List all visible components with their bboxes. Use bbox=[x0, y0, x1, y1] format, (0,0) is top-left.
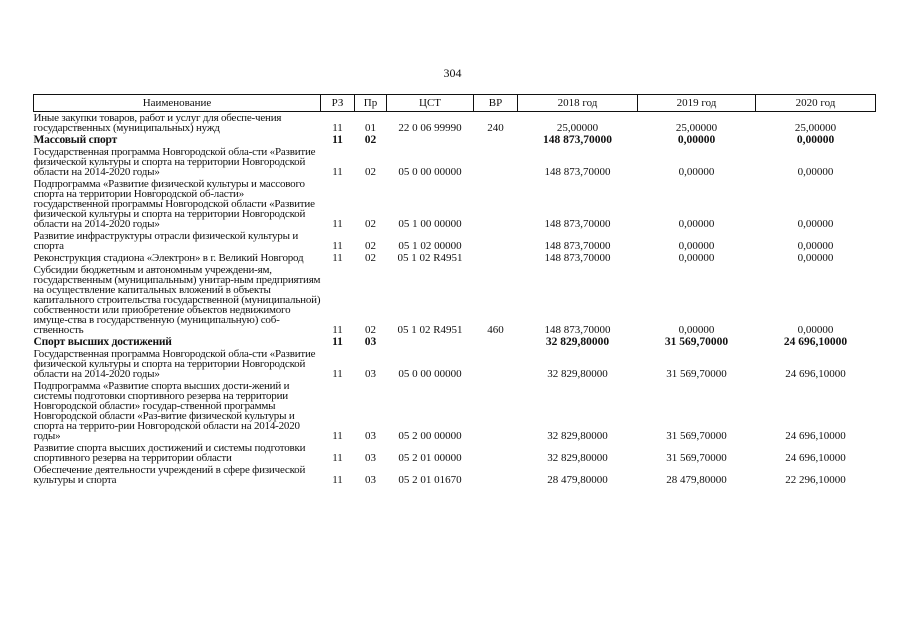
cell-pr: 03 bbox=[365, 430, 376, 442]
cell-2020: 0,00000 bbox=[797, 166, 834, 178]
cell-name: Развитие инфраструктуры отрасли физической культуры и спорта bbox=[33, 230, 299, 252]
cell-cst: 05 1 02 00000 bbox=[398, 240, 462, 252]
cell-2020: 24 696,10000 bbox=[785, 368, 846, 380]
table-row bbox=[34, 230, 876, 252]
cell-2018: 148 873,70000 bbox=[544, 166, 611, 178]
cell-2019: 0,00000 bbox=[678, 252, 715, 264]
cell-vr bbox=[474, 230, 518, 252]
cell-rz: 11 bbox=[332, 324, 343, 336]
cell-pr: 03 bbox=[365, 474, 376, 486]
cell-rz: 11 bbox=[332, 368, 343, 380]
cell-pr: 02 bbox=[365, 240, 376, 252]
cell-2018: 32 829,80000 bbox=[547, 452, 608, 464]
cell-rz: 11 bbox=[332, 240, 343, 252]
cell-rz: 11 bbox=[332, 452, 343, 464]
cell-2020: 25,00000 bbox=[794, 122, 837, 134]
cell-2018: 32 829,80000 bbox=[547, 368, 608, 380]
cell-2019: 0,00000 bbox=[678, 218, 715, 230]
cell-vr: 460 bbox=[487, 324, 504, 336]
column-header-name: Наименование bbox=[34, 95, 321, 112]
cell-vr bbox=[474, 252, 518, 264]
table-row bbox=[34, 380, 876, 442]
cell-vr bbox=[474, 178, 518, 230]
cell-cst: 05 1 02 R4951 bbox=[397, 252, 463, 264]
table-row bbox=[34, 336, 876, 348]
cell-2018: 148 873,70000 bbox=[544, 252, 611, 264]
cell-2020: 0,00000 bbox=[797, 324, 834, 336]
cell-cst bbox=[387, 134, 474, 146]
table-row bbox=[34, 442, 876, 464]
cell-2019: 28 479,80000 bbox=[666, 474, 727, 486]
cell-2020: 22 296,10000 bbox=[785, 474, 846, 486]
cell-2019: 31 569,70000 bbox=[664, 336, 729, 348]
cell-pr: 02 bbox=[365, 218, 376, 230]
cell-vr bbox=[474, 380, 518, 442]
cell-rz: 11 bbox=[332, 474, 343, 486]
cell-name: Государственная программа Новгородской обла-сти «Развитие физической культуры и спорта на территории Новгородской области на 2014-2020 годы» bbox=[33, 348, 316, 380]
cell-name: Государственная программа Новгородской обла-сти «Развитие физической культуры и спорта на территории Новгородской области на 2014-2020 годы» bbox=[33, 146, 316, 178]
cell-2018: 32 829,80000 bbox=[547, 430, 608, 442]
column-header-2018: 2018 год bbox=[518, 95, 638, 112]
cell-vr bbox=[474, 464, 518, 486]
cell-rz: 11 bbox=[332, 336, 343, 348]
cell-2018: 25,00000 bbox=[556, 122, 599, 134]
cell-name: Развитие спорта высших достижений и системы подготовки спортивного резерва на территории области bbox=[33, 442, 306, 464]
cell-2018: 148 873,70000 bbox=[544, 218, 611, 230]
cell-cst: 05 0 00 00000 bbox=[398, 166, 462, 178]
table-row bbox=[34, 464, 876, 486]
cell-name: Подпрограмма «Развитие спорта высших дости-жений и системы подготовки спортивного резерва на территории Новгородской области» государ-ственной программы Новгородской области «Раз-витие физической культуры и спорта на террито-рии Новгородской области на 2014-2020 годы» bbox=[33, 380, 300, 442]
cell-rz: 11 bbox=[332, 218, 343, 230]
cell-2019: 0,00000 bbox=[677, 134, 716, 146]
cell-cst: 05 2 00 00000 bbox=[398, 430, 462, 442]
cell-pr: 02 bbox=[365, 166, 376, 178]
cell-2018: 148 873,70000 bbox=[543, 134, 612, 146]
cell-cst bbox=[387, 336, 474, 348]
cell-pr: 02 bbox=[365, 324, 376, 336]
cell-vr: 240 bbox=[487, 122, 504, 134]
cell-2019: 0,00000 bbox=[678, 240, 715, 252]
table-row bbox=[34, 264, 876, 336]
table-body bbox=[34, 112, 876, 487]
cell-2018: 28 479,80000 bbox=[547, 474, 608, 486]
cell-2019: 31 569,70000 bbox=[666, 452, 727, 464]
cell-rz: 11 bbox=[332, 252, 343, 264]
cell-rz: 11 bbox=[332, 430, 343, 442]
cell-2020: 24 696,10000 bbox=[785, 452, 846, 464]
cell-pr: 03 bbox=[365, 452, 376, 464]
cell-rz: 11 bbox=[332, 122, 343, 134]
cell-2019: 31 569,70000 bbox=[666, 430, 727, 442]
cell-name: Массовый спорт bbox=[33, 134, 118, 146]
column-header-rz: РЗ bbox=[321, 95, 355, 112]
cell-2020: 24 696,10000 bbox=[785, 430, 846, 442]
table-row bbox=[34, 112, 876, 135]
cell-name: Субсидии бюджетным и автономным учреждени-ям, государственным (муниципальным) унитар-ным предприятиям на осуществление капитальных вложений в объекты капитального строительства государственной (муниципальной) собственности или приобретение объектов недвижимого имуще-ства в государственную (муниципальную) соб-ственность bbox=[33, 264, 321, 336]
cell-vr bbox=[474, 442, 518, 464]
cell-2020: 0,00000 bbox=[797, 252, 834, 264]
cell-vr bbox=[474, 348, 518, 380]
column-header-pr: Пр bbox=[355, 95, 387, 112]
table-header-row bbox=[34, 95, 876, 112]
cell-pr: 02 bbox=[364, 134, 377, 146]
cell-2020: 24 696,10000 bbox=[783, 336, 848, 348]
cell-vr bbox=[474, 134, 518, 146]
cell-2019: 0,00000 bbox=[678, 324, 715, 336]
cell-pr: 01 bbox=[365, 122, 376, 134]
cell-name: Спорт высших достижений bbox=[33, 336, 172, 348]
page-number: 304 bbox=[443, 66, 462, 80]
cell-cst: 05 1 00 00000 bbox=[398, 218, 462, 230]
cell-cst: 22 0 06 99990 bbox=[398, 122, 462, 134]
column-header-2019: 2019 год bbox=[638, 95, 756, 112]
cell-cst: 05 2 01 00000 bbox=[398, 452, 462, 464]
cell-2020: 0,00000 bbox=[797, 218, 834, 230]
cell-name: Иные закупки товаров, работ и услуг для обеспе-чения государственных (муниципальных) нужд bbox=[33, 112, 282, 134]
cell-cst: 05 2 01 01670 bbox=[398, 474, 462, 486]
cell-pr: 02 bbox=[365, 252, 376, 264]
cell-pr: 03 bbox=[365, 368, 376, 380]
table-row bbox=[34, 146, 876, 178]
cell-rz: 11 bbox=[332, 166, 343, 178]
budget-table bbox=[33, 94, 876, 486]
cell-name: Подпрограмма «Развитие физической культуры и массового спорта на территории Новгородской об-ласти» государственной программы Новгородской области «Развитие физической культуры и спорта на территории Новгородской области на 2014-2020 годы» bbox=[33, 178, 315, 230]
cell-name: Обеспечение деятельности учреждений в сфере физической культуры и спорта bbox=[33, 464, 306, 486]
cell-cst: 05 0 00 00000 bbox=[398, 368, 462, 380]
cell-2020: 0,00000 bbox=[796, 134, 835, 146]
cell-2018: 32 829,80000 bbox=[545, 336, 610, 348]
cell-2018: 148 873,70000 bbox=[544, 240, 611, 252]
table-row bbox=[34, 178, 876, 230]
cell-2019: 0,00000 bbox=[678, 166, 715, 178]
cell-2019: 31 569,70000 bbox=[666, 368, 727, 380]
table-row bbox=[34, 348, 876, 380]
cell-cst: 05 1 02 R4951 bbox=[397, 324, 463, 336]
cell-2020: 0,00000 bbox=[797, 240, 834, 252]
cell-rz: 11 bbox=[332, 134, 343, 146]
column-header-2020: 2020 год bbox=[756, 95, 876, 112]
column-header-vr: ВР bbox=[474, 95, 518, 112]
table-row bbox=[34, 134, 876, 146]
table-row bbox=[34, 252, 876, 264]
cell-2019: 25,00000 bbox=[675, 122, 718, 134]
cell-vr bbox=[474, 146, 518, 178]
column-header-cst: ЦСТ bbox=[387, 95, 474, 112]
cell-pr: 03 bbox=[364, 336, 377, 348]
cell-vr bbox=[474, 336, 518, 348]
cell-name: Реконструкция стадиона «Электрон» в г. Великий Новгород bbox=[33, 252, 304, 264]
cell-2018: 148 873,70000 bbox=[544, 324, 611, 336]
